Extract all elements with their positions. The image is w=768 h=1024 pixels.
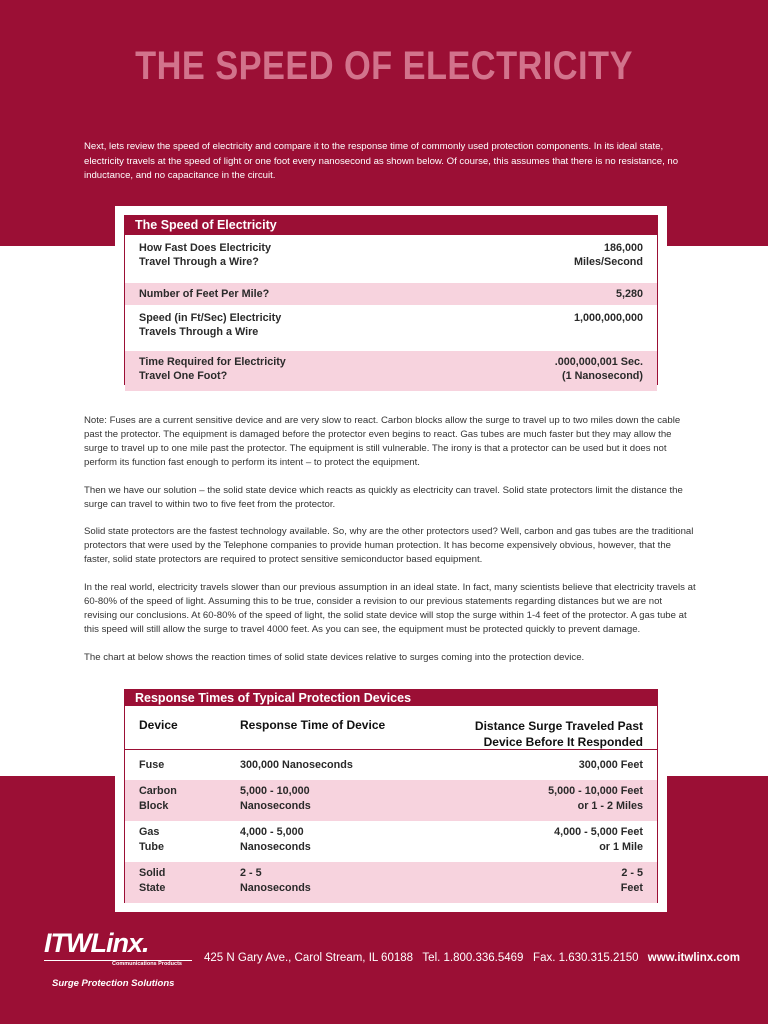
speed-table-header: The Speed of Electricity — [125, 216, 657, 235]
response-time-cell: Nanoseconds — [240, 840, 311, 853]
page-title: THE SPEED OF ELECTRICITY — [135, 44, 633, 88]
response-table-header: Response Times of Typical Protection Devices — [125, 690, 657, 706]
distance-cell: 300,000 Feet — [578, 759, 643, 771]
row-value: 186,000 — [603, 242, 643, 254]
response-time-cell: 300,000 Nanoseconds — [240, 759, 353, 771]
column-header-distance-line1: Distance Surge Traveled Past — [474, 719, 643, 733]
column-header-response-time: Response Time of Device — [240, 718, 386, 732]
distance-cell: 2 - 5 — [621, 867, 643, 879]
distance-cell: 4,000 - 5,000 Feet — [554, 826, 643, 838]
device-cell: Block — [139, 799, 169, 812]
device-cell: Carbon — [139, 785, 177, 797]
row-label: Travels Through a Wire — [139, 326, 259, 338]
footer-tel: Tel. 1.800.336.5469 — [422, 952, 524, 964]
row-label: Speed (in Ft/Sec) Electricity — [139, 312, 282, 324]
column-header-distance-line2: Device Before It Responded — [483, 735, 643, 749]
table-row — [125, 235, 657, 283]
distance-cell: 5,000 - 10,000 Feet — [548, 785, 643, 797]
footer-website-link[interactable]: www.itwlinx.com — [647, 952, 740, 964]
response-times-table — [116, 681, 666, 911]
row-value: (1 Nanosecond) — [562, 370, 643, 382]
footer-address: 425 N Gary Ave., Carol Stream, IL 60188 — [204, 952, 414, 964]
footer-fax: Fax. 1.630.315.2150 — [533, 952, 639, 964]
solution-paragraph: Then we have our solution – the solid state device which reacts as quickly as electricity can travel. Solid state protectors limit the distance the surge can travel to within two to five feet from the protector. — [84, 485, 683, 510]
table-row — [125, 862, 657, 903]
device-cell: Tube — [139, 840, 164, 853]
intro-paragraph: Next, lets review the speed of electricity and compare it to the response time of commonly used protection components. In its ideal state, electricity travels at the speed of light or one foot every nanosecond as shown below. Of course, this assumes that there is no resistance, no inductance, and no capacitance in the circuit. — [84, 141, 679, 181]
row-value: 5,280 — [615, 288, 643, 300]
response-time-cell: 5,000 - 10,000 — [240, 785, 310, 797]
chart-intro-paragraph: The chart at below shows the reaction times of solid state devices relative to surges coming into the protection device. — [84, 652, 585, 663]
table-row — [125, 351, 657, 391]
itw-linx-logo — [44, 928, 204, 990]
footer-contact — [204, 952, 740, 964]
table-row — [125, 780, 657, 821]
row-label: Travel One Foot? — [139, 370, 228, 382]
row-label: Travel Through a Wire? — [139, 256, 259, 268]
real-world-paragraph: In the real world, electricity travels slower than our previous assumption in an ideal state. In fact, many scientists believe that electricity travels at 60-80% of the speed of light. Assuming this to be true, consider a revision to our previous statements regarding distances but we are not revising our conclusions. At 60-80% of the speed of light, the solid state device will stop the surge within 1-4 feet of the protector. A gas tube at this speed will still allow the surge to travel 4000 feet. As you can see, the equipment must be protected quickly to prevent damage. — [84, 582, 696, 635]
column-header-distance — [475, 718, 643, 750]
table-row — [125, 305, 657, 351]
logo-tagline: Surge Protection Solutions — [52, 978, 175, 989]
speed-of-electricity-table — [116, 207, 666, 393]
fastest-technology-paragraph: Solid state protectors are the fastest technology available. So, why are the other protectors used? Well, carbon and gas tubes are the traditional protectors that were used by the Telephone companies to provide human protection. It has become expensively obvious, however, that the faster, solid state protectors are required to protect sensitive semiconductor based equipment. — [84, 526, 694, 565]
device-cell: Fuse — [139, 759, 165, 771]
distance-cell: or 1 - 2 Miles — [577, 799, 643, 812]
response-time-cell: Nanoseconds — [240, 881, 311, 894]
note-paragraph: Note: Fuses are a current sensitive device and are very slow to react. Carbon blocks allow the surge to travel up to two miles down the cable past the protector. The equipment is damaged before the protector even begins to react. Gas tubes are much faster but they may allow the surge to travel up to one mile past the protector. The equipment is still vulnerable. The irony is that a protector can be used but it does not perform its function fast enough to perform its intent – to protect the equipment. — [84, 415, 681, 468]
distance-cell: or 1 Mile — [599, 840, 643, 853]
device-cell: Gas — [139, 826, 160, 838]
column-header-row — [125, 706, 657, 750]
row-label: How Fast Does Electricity — [139, 242, 272, 254]
response-time-cell: Nanoseconds — [240, 799, 311, 812]
table-row — [125, 821, 657, 862]
table-row — [125, 750, 657, 780]
column-header-device: Device — [139, 718, 178, 732]
device-cell: State — [139, 881, 166, 894]
distance-cell: Feet — [620, 881, 643, 894]
row-label: Time Required for Electricity — [139, 356, 286, 368]
row-value: 1,000,000,000 — [573, 312, 643, 324]
logo-wordmark: ITWLinx. — [44, 928, 149, 958]
logo-subtitle: Communications Products — [112, 961, 182, 967]
device-cell: Solid — [139, 867, 166, 879]
response-time-cell: 2 - 5 — [240, 867, 262, 879]
table-row — [125, 283, 657, 305]
row-value: .000,000,001 Sec. — [554, 356, 643, 368]
row-value: Miles/Second — [574, 256, 643, 268]
row-label: Number of Feet Per Mile? — [139, 288, 270, 300]
response-time-cell: 4,000 - 5,000 — [240, 826, 304, 838]
